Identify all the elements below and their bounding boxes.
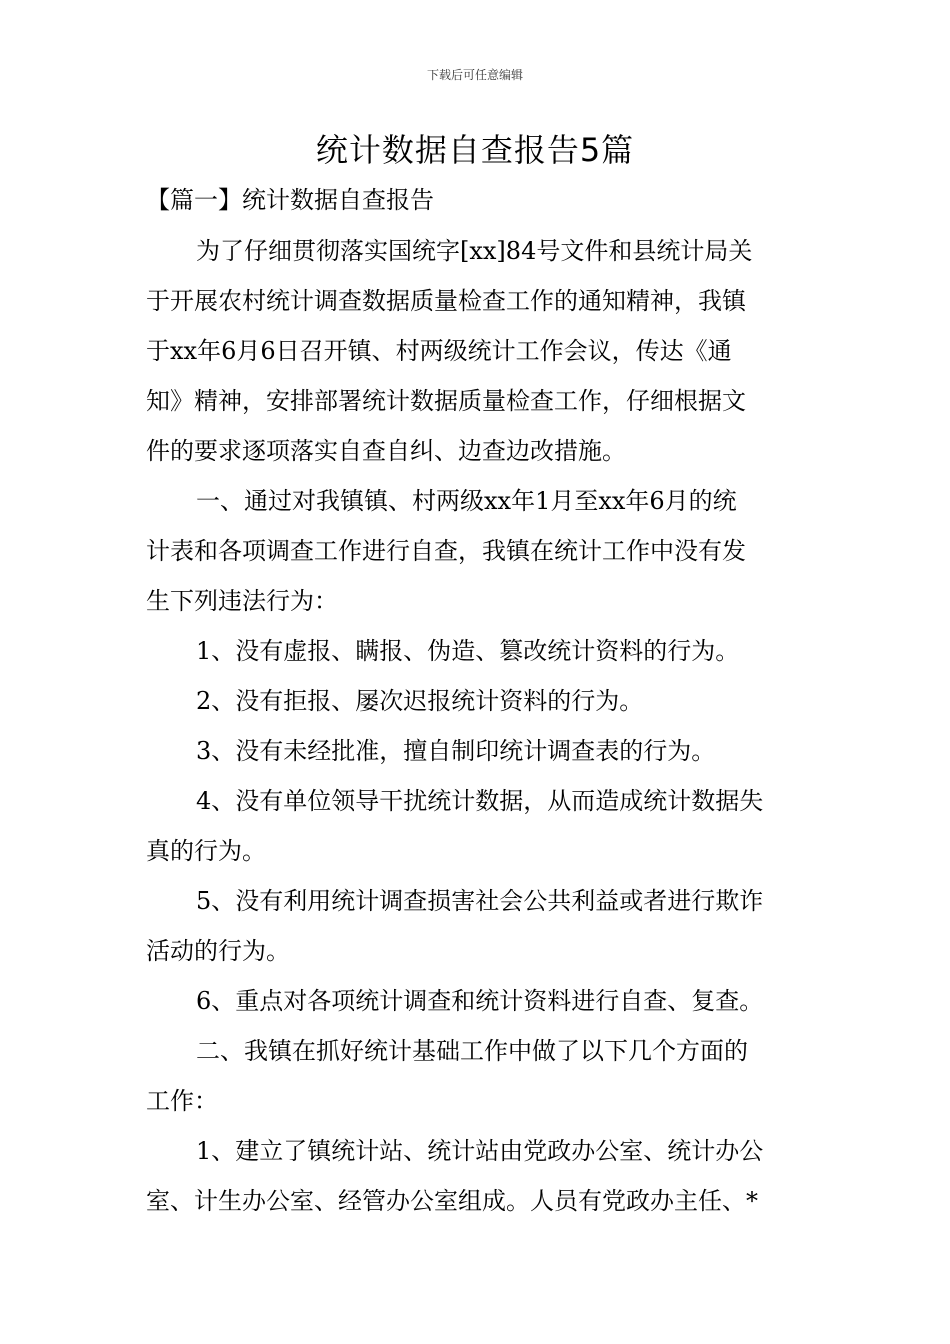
paragraph-line: 件的要求逐项落实自查自纠、边查边改措施。: [146, 437, 626, 465]
paragraph-line: 一、通过对我镇镇、村两级xx年1月至xx年6月的统: [196, 487, 737, 515]
paragraph-line: 4、没有单位领导干扰统计数据，从而造成统计数据失: [196, 787, 764, 815]
paragraph-line: 生下列违法行为：: [146, 587, 338, 615]
paragraph-line: 知》精神，安排部署统计数据质量检查工作，仔细根据文: [146, 387, 746, 415]
paragraph-line: 于xx年6月6日召开镇、村两级统计工作会议，传达《通: [146, 337, 732, 365]
paragraph-line: 1、建立了镇统计站、统计站由党政办公室、统计办公: [196, 1137, 764, 1165]
page-header-note: 下载后可任意编辑: [426, 68, 523, 82]
paragraph-line: 计表和各项调查工作进行自查，我镇在统计工作中没有发: [146, 537, 746, 565]
paragraph-line: 为了仔细贯彻落实国统字[xx]84号文件和县统计局关: [196, 237, 753, 265]
paragraph-line: 1、没有虚报、瞒报、伪造、篡改统计资料的行为。: [196, 637, 740, 665]
paragraph-line: 室、计生办公室、经管办公室组成。人员有党政办主任、*: [146, 1187, 758, 1215]
paragraph-line: 5、没有利用统计调查损害社会公共利益或者进行欺诈: [196, 887, 764, 915]
document-body: [146, 226, 808, 1226]
paragraph-line: 活动的行为。: [146, 937, 290, 965]
paragraph-line: 工作：: [146, 1087, 218, 1115]
paragraph-line: 3、没有未经批准，擅自制印统计调查表的行为。: [196, 737, 716, 765]
section-heading: 【篇一】统计数据自查报告: [146, 186, 434, 214]
paragraph-line: 于开展农村统计调查数据质量检查工作的通知精神，我镇: [146, 287, 746, 315]
paragraph-line: 6、重点对各项统计调查和统计资料进行自查、复查。: [196, 987, 764, 1015]
paragraph-line: 二、我镇在抓好统计基础工作中做了以下几个方面的: [196, 1037, 748, 1065]
paragraph-line: 真的行为。: [146, 837, 266, 865]
document-title: 统计数据自查报告5篇: [315, 131, 635, 169]
paragraph-line: 2、没有拒报、屡次迟报统计资料的行为。: [196, 687, 644, 715]
